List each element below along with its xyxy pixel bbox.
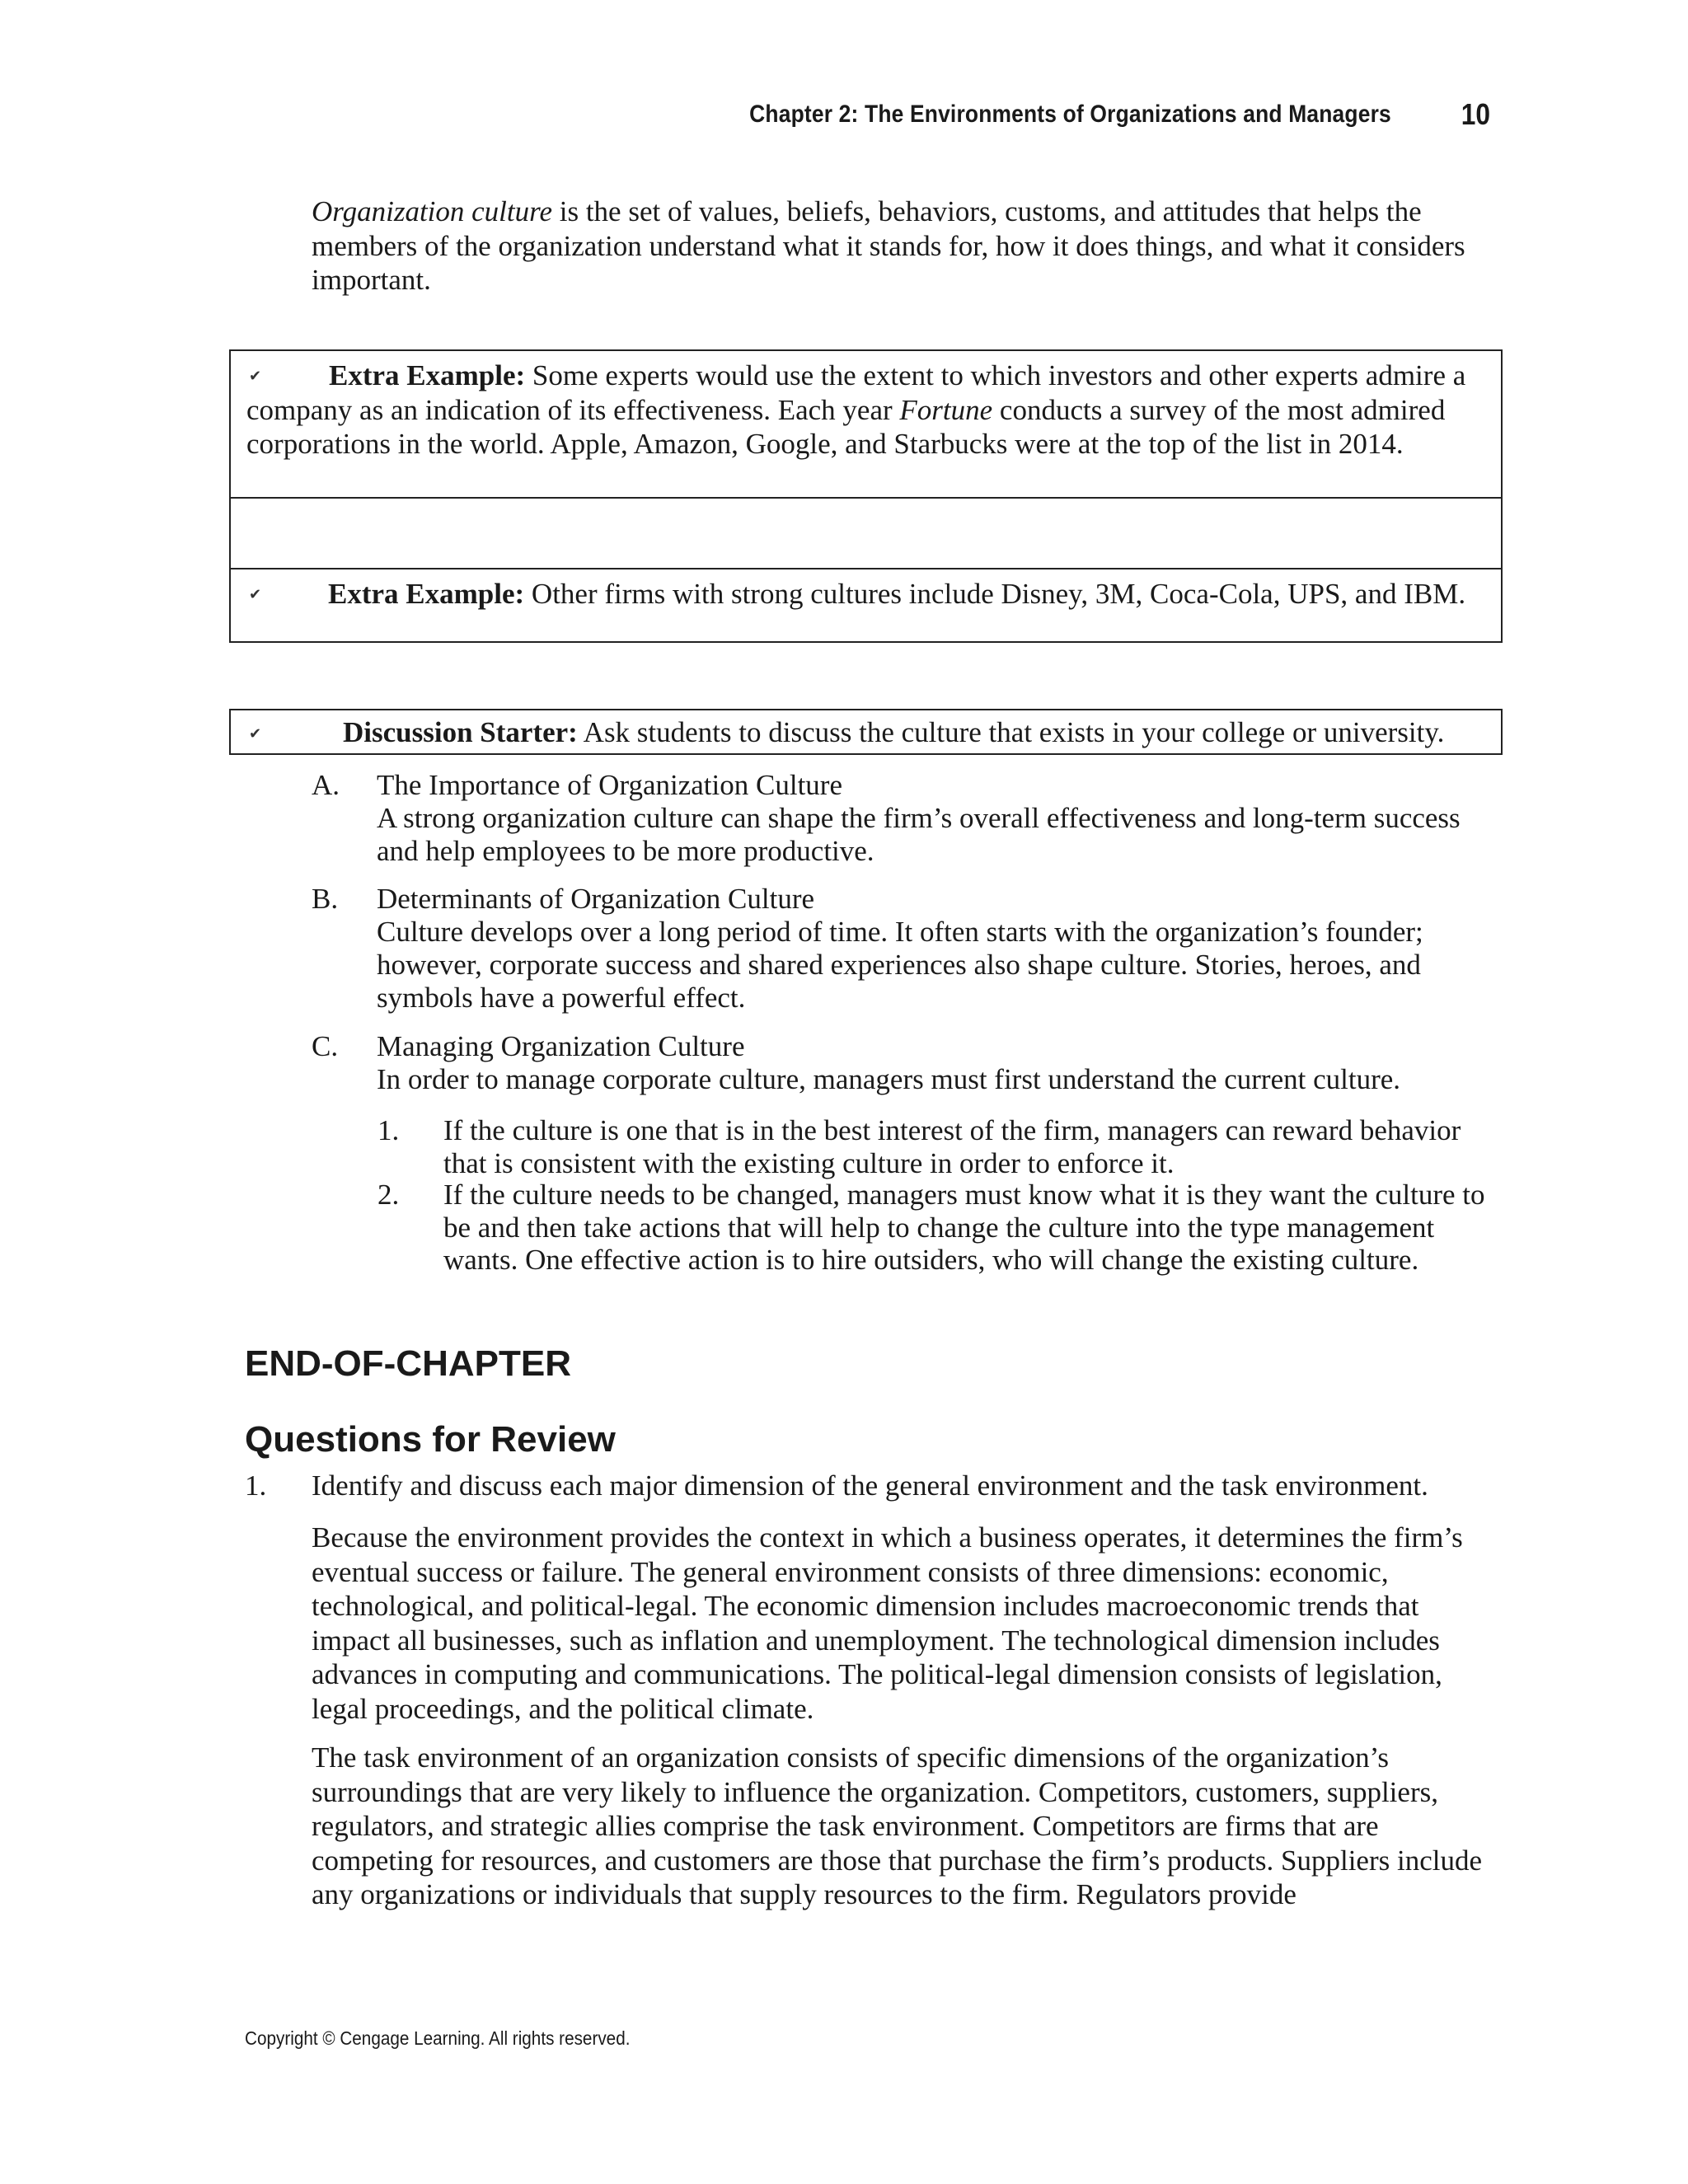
check-icon: ✔ <box>249 368 262 384</box>
extra-example-1-text <box>246 359 1491 462</box>
chapter-title: Chapter 2: The Environments of Organizations and Managers <box>749 101 1391 128</box>
step-number: 1. <box>377 1114 400 1146</box>
section-heading: Managing Organization Culture <box>377 1030 745 1062</box>
discussion-starter-label: Discussion Starter: <box>343 716 578 748</box>
section-body: A strong organization culture can shape the firm’s overall effectiveness and long-term success and help employees to be more productive. <box>377 802 1461 867</box>
fortune-title: Fortune <box>899 393 993 426</box>
check-icon: ✔ <box>249 586 262 602</box>
discussion-starter-box <box>229 709 1503 755</box>
step-number: 2. <box>377 1179 400 1211</box>
section-letter: A. <box>312 769 340 801</box>
extra-example-1 <box>231 351 1501 499</box>
answer-paragraph-1: Because the environment provides the context in which a business operates, it determines the firm’s eventual success or failure. The general environment consists of three dimensions: economic, technological, and political-legal. The economic dimension includes macroeconomic trends that impact all businesses, such as inflation and unemployment. The technological dimension includes advances in computing and communications. The political-legal dimension consists of legislation, legal proceedings, and the political climate. <box>312 1521 1463 1725</box>
extra-example-1-body: Some experts would use the extent to which investors and other experts admire a company as an indication of its effectiveness. Each year <box>246 359 1466 426</box>
section-heading: Determinants of Organization Culture <box>377 883 815 915</box>
section-a <box>377 769 1506 868</box>
extra-example-2-text <box>231 577 1492 612</box>
question-text: Identify and discuss each major dimension of the general environment and the task environment. <box>312 1469 1428 1502</box>
empty-box-row <box>231 499 1501 569</box>
check-icon: ✔ <box>249 725 262 742</box>
page-number: 10 <box>1461 97 1490 131</box>
discussion-starter-text <box>343 715 1497 750</box>
section-body: Culture develops over a long period of time. It often starts with the organization’s founder; however, corporate success and shared experiences also shape culture. Stories, heroes, and symbols have a powerful effect. <box>377 916 1423 1014</box>
page-header <box>0 97 1490 138</box>
extra-example-1-body-end: conducts a survey of the most admired corporations in the world. Apple, Amazon, Google, and Starbucks were at the top of the list in 2014. <box>246 393 1446 460</box>
section-body: In order to manage corporate culture, managers must first understand the current culture. <box>377 1063 1401 1095</box>
question-number: 1. <box>245 1469 267 1502</box>
copyright-footer: Copyright © Cengage Learning. All rights reserved. <box>245 2027 631 2049</box>
extra-examples-box <box>229 349 1503 643</box>
section-letter: B. <box>312 883 339 915</box>
questions-for-review-heading: Questions for Review <box>245 1419 616 1460</box>
intro-definition: is the set of values, beliefs, behaviors, customs, and attitudes that helps the members of the organization understand what it stands for, how it does things, and what it considers important. <box>312 195 1465 296</box>
step-1-text: If the culture is one that is in the best interest of the firm, managers can reward behavior that is consistent with the existing culture in order to enforce it. <box>443 1114 1461 1179</box>
section-b <box>377 883 1506 1015</box>
end-of-chapter-heading: END-OF-CHAPTER <box>245 1343 571 1384</box>
extra-example-1-label: Extra Example: <box>329 359 526 391</box>
extra-example-2-label: Extra Example: <box>328 578 525 610</box>
section-heading: The Importance of Organization Culture <box>377 769 842 801</box>
extra-example-2 <box>231 569 1501 641</box>
answer-paragraph-2: The task environment of an organization consists of specific dimensions of the organization’s surroundings that are very likely to influence the organization. Competitors, customers, suppliers, regulators, and strategic allies comprise the task environment. Competitors are firms that are competing for resources, and customers are those that purchase the firm’s products. Suppliers include any organizations or individuals that supply resources to the firm. Regulators provide <box>312 1741 1483 1910</box>
intro-term: Organization culture <box>312 195 552 227</box>
step-2-text: If the culture needs to be changed, managers must know what it is they want the culture to be and then take actions that will help to change the culture into the type management wants. One effective action is to hire outsiders, who will change the existing culture. <box>443 1179 1485 1276</box>
extra-example-2-body: Other firms with strong cultures include Disney, 3M, Coca-Cola, UPS, and IBM. <box>524 578 1466 610</box>
intro-paragraph <box>312 194 1490 298</box>
section-letter: C. <box>312 1030 339 1062</box>
discussion-starter-body: Ask students to discuss the culture that exists in your college or university. <box>577 716 1445 748</box>
section-c <box>377 1030 1506 1096</box>
